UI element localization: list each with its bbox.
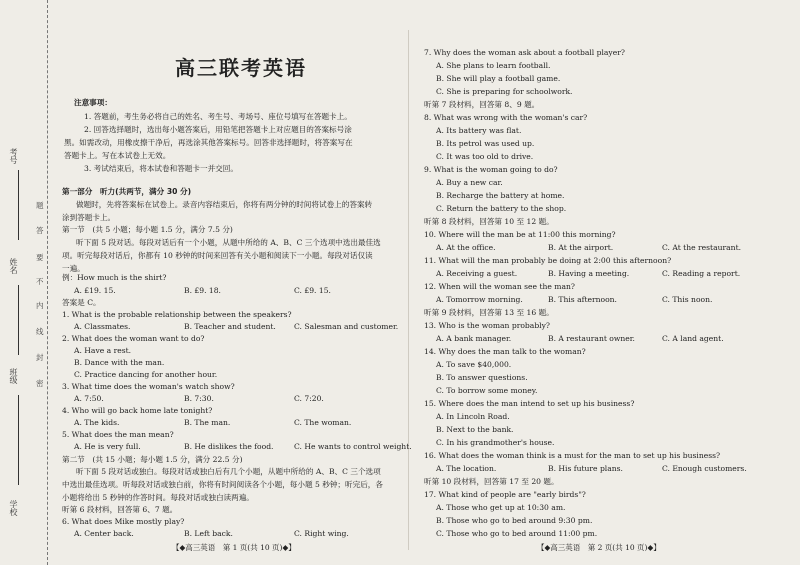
column-divider: [408, 30, 409, 550]
option-a: A. He is very full.: [74, 442, 141, 451]
note-line: 1. 答题前，考生务必将自己的姓名、考生号、考场号、座位号填写在答题卡上。: [84, 112, 352, 121]
question: 15. Where does the man intend to set up his business?: [424, 399, 635, 408]
option-b: B. This afternoon.: [548, 295, 617, 304]
underline: [18, 395, 19, 485]
seal-char: 不: [36, 277, 44, 286]
question: 9. What is the woman going to do?: [424, 165, 558, 174]
option-c: C. The woman.: [294, 418, 352, 427]
option-c: C. In his grandmother's house.: [436, 438, 555, 447]
material-note: 听第 6 段材料，回答第 6、7 题。: [62, 505, 178, 514]
option-c: C. He wants to control weight.: [294, 442, 412, 451]
option-b: B. Left back.: [184, 529, 233, 538]
option-a: A. Have a rest.: [74, 346, 132, 355]
option-c: C. She is preparing for schoolwork.: [436, 87, 573, 96]
question: 4. Who will go back home late tonight?: [62, 406, 213, 415]
example-question: 例：How much is the shirt?: [62, 273, 167, 282]
option-a: A. Center back.: [74, 529, 134, 538]
material-note: 听第 9 段材料，回答第 13 至 16 题。: [424, 308, 554, 317]
option-b: B. A restaurant owner.: [548, 334, 635, 343]
question: 11. What will the man probably be doing at 2:00 this afternoon?: [424, 256, 672, 265]
question: 16. What does the woman think is a must for the man to set up his business?: [424, 451, 721, 460]
material-note: 听第 10 段材料，回答第 17 至 20 题。: [424, 477, 559, 486]
example-answer: 答案是 C。: [62, 298, 101, 307]
option-c: C. Enough customers.: [662, 464, 747, 473]
option-a: A. A bank manager.: [436, 334, 512, 343]
part1-intro: 做题时，先将答案标在试卷上。录音内容结束后，你将有两分钟的时间将试卷上的答案转: [76, 200, 373, 209]
option-c: C. A land agent.: [662, 334, 724, 343]
option-a: A. The kids.: [74, 418, 120, 427]
option-a: A. To save $40,000.: [436, 360, 512, 369]
option-a: A. The location.: [436, 464, 497, 473]
section2-intro: 中选出最佳选项。听每段对话或独白前，你将有时间阅读各个小题，每小题 5 秒钟；听完后，各: [62, 480, 383, 489]
question: 2. What does the woman want to do?: [62, 334, 205, 343]
seal-char: 题: [36, 201, 44, 210]
option-c: C. At the restaurant.: [662, 243, 742, 252]
binding-label-name: 姓名: [9, 258, 18, 274]
option-a: A. 7:50.: [74, 394, 104, 403]
seal-char: 内: [36, 301, 44, 310]
option-c: C. Those who go to bed around 11:00 pm.: [436, 529, 598, 538]
section2-intro: 小题将给出 5 秒钟的作答时间。每段对话或独白读两遍。: [62, 493, 254, 502]
option-b: B. Next to the bank.: [436, 425, 514, 434]
seal-char: 线: [36, 327, 44, 336]
option-b: B. Dance with the man.: [74, 358, 165, 367]
section1-intro: 听下面 5 段对话。每段对话后有一个小题，从题中所给的 A、B、C 三个选项中选出最佳选: [76, 238, 381, 247]
seal-char: 封: [36, 353, 44, 362]
option-b: B. She will play a football game.: [436, 74, 561, 83]
option-b: B. Its petrol was used up.: [436, 139, 535, 148]
question: 6. What does Mike mostly play?: [62, 517, 185, 526]
option-a: A. Buy a new car.: [436, 178, 503, 187]
option-b: B. His future plans.: [548, 464, 623, 473]
binding-strip: [0, 0, 52, 565]
option-c: C. Right wing.: [294, 529, 349, 538]
section1-intro: 项。听完每段对话后，你都有 10 秒钟的时间来回答有关小题和阅读下一小题。每段对话仅读: [62, 251, 373, 260]
option-b: B. Recharge the battery at home.: [436, 191, 565, 200]
note-line: 答题卡上。写在本试卷上无效。: [64, 151, 171, 160]
option-a: A. Those who get up at 10:30 am.: [436, 503, 566, 512]
option-b: B. Those who go to bed around 9:30 pm.: [436, 516, 593, 525]
option-c: C. It was too old to drive.: [436, 152, 534, 161]
option-b: B. £9. 18.: [184, 286, 221, 295]
option-c: C. Reading a report.: [662, 269, 741, 278]
underline: [18, 170, 19, 240]
section1-intro: 一遍。: [62, 264, 85, 273]
option-a: A. She plans to learn football.: [436, 61, 551, 70]
question: 13. Who is the woman probably?: [424, 321, 550, 330]
binding-label-school: 学校: [9, 500, 18, 516]
option-c: C. £9. 15.: [294, 286, 331, 295]
section2-heading: 第二节 (共 15 小题；每小题 1.5 分，满分 22.5 分): [62, 455, 243, 464]
option-a: A. In Lincoln Road.: [436, 412, 510, 421]
part1-intro: 涂到答题卡上。: [62, 213, 116, 222]
part1-heading: 第一部分 听力(共两节，满分 30 分): [62, 187, 192, 196]
note-line: 黑。如需改动，用橡皮擦干净后，再选涂其他答案标号。回答非选择题时，将答案写在: [64, 138, 353, 147]
seal-char: 密: [36, 379, 44, 388]
option-b: B. He dislikes the food.: [184, 442, 274, 451]
seal-char: 答: [36, 226, 44, 235]
footer-page-1: 【◆高三英语 第 1 页(共 10 页)◆】: [172, 543, 296, 552]
binding-label-exam-no: 考号: [9, 148, 18, 164]
question: 10. Where will the man be at 11:00 this morning?: [424, 230, 616, 239]
option-c: C. To borrow some money.: [436, 386, 538, 395]
notes-heading: 注意事项：: [74, 98, 112, 107]
section2-intro: 听下面 5 段对话或独白。每段对话或独白后有几个小题，从题中所给的 A、B、C 三个选项: [76, 467, 381, 476]
option-b: B. At the airport.: [548, 243, 614, 252]
option-a: A. Classmates.: [74, 322, 131, 331]
section1-heading: 第一节 (共 5 小题；每小题 1.5 分，满分 7.5 分): [62, 225, 233, 234]
option-a: A. Receiving a guest.: [436, 269, 518, 278]
option-b: B. 7:30.: [184, 394, 214, 403]
option-a: A. Its battery was flat.: [436, 126, 522, 135]
question: 3. What time does the woman's watch show?: [62, 382, 235, 391]
option-b: B. The man.: [184, 418, 231, 427]
material-note: 听第 8 段材料，回答第 10 至 12 题。: [424, 217, 554, 226]
question: 17. What kind of people are "early birds"?: [424, 490, 586, 499]
option-c: C. 7:20.: [294, 394, 324, 403]
question: 1. What is the probable relationship between the speakers?: [62, 310, 292, 319]
note-line: 2. 回答选择题时，选出每小题答案后，用铅笔把答题卡上对应题目的答案标号涂: [84, 125, 352, 134]
option-a: A. £19. 15.: [74, 286, 116, 295]
note-line: 3. 考试结束后，将本试卷和答题卡一并交回。: [84, 164, 238, 173]
option-b: B. Teacher and student.: [184, 322, 276, 331]
seal-line: [47, 0, 48, 565]
binding-label-class: 班级: [9, 368, 18, 384]
page-title: 高三联考英语: [175, 56, 307, 80]
material-note: 听第 7 段材料，回答第 8、9 题。: [424, 100, 540, 109]
question: 12. When will the woman see the man?: [424, 282, 575, 291]
option-c: C. Practice dancing for another hour.: [74, 370, 218, 379]
seal-char: 要: [36, 253, 44, 262]
option-a: A. Tomorrow morning.: [436, 295, 523, 304]
option-c: C. Salesman and customer.: [294, 322, 399, 331]
footer-page-2: 【◆高三英语 第 2 页(共 10 页)◆】: [537, 543, 661, 552]
question: 7. Why does the woman ask about a football player?: [424, 48, 625, 57]
option-c: C. Return the battery to the shop.: [436, 204, 567, 213]
option-b: B. To answer questions.: [436, 373, 528, 382]
question: 8. What was wrong with the woman's car?: [424, 113, 588, 122]
question: 14. Why does the man talk to the woman?: [424, 347, 586, 356]
option-b: B. Having a meeting.: [548, 269, 630, 278]
question: 5. What does the man mean?: [62, 430, 174, 439]
underline: [18, 285, 19, 355]
option-c: C. This noon.: [662, 295, 713, 304]
option-a: A. At the office.: [436, 243, 496, 252]
